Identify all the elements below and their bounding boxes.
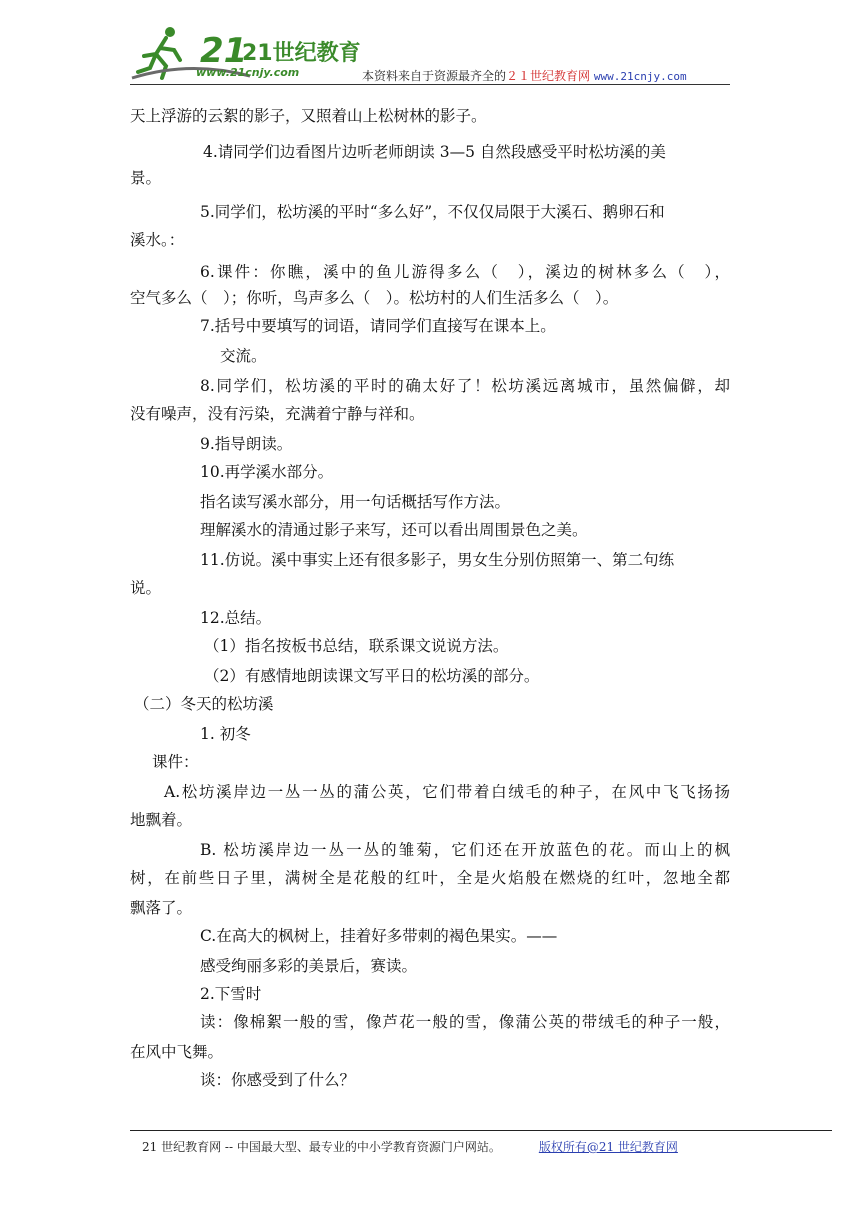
footer-divider bbox=[130, 1130, 832, 1131]
text-line: 9.指导朗读。 bbox=[200, 435, 293, 453]
header-note-url[interactable]: www.21cnjy.com bbox=[593, 70, 687, 83]
text-line: 读：像棉絮一般的雪，像芦花一般的雪，像蒲公英的带绒毛的种子一般， bbox=[200, 1013, 730, 1031]
text-line: 在风中飞舞。 bbox=[130, 1043, 224, 1061]
page-header bbox=[130, 20, 730, 88]
text-line: 课件： bbox=[152, 753, 199, 771]
text-line: 飘落了。 bbox=[130, 899, 193, 917]
text-line: 天上浮游的云絮的影子，又照着山上松树林的影子。 bbox=[130, 107, 487, 125]
logo-icon bbox=[130, 20, 361, 84]
text-line: 溪水。： bbox=[130, 231, 185, 249]
text-line: 说。 bbox=[130, 579, 162, 597]
text-line: 6.课件：你瞧，溪中的鱼儿游得多么（ ），溪边的树林多么（ ）， bbox=[200, 263, 730, 281]
header-divider bbox=[130, 84, 730, 85]
text-line: A.松坊溪岸边一丛一丛的蒲公英，它们带着白绒毛的种子，在风中飞飞扬扬 bbox=[164, 783, 730, 801]
header-note-prefix: 本资料来自于资源最齐全的 bbox=[362, 69, 507, 83]
text-line: 树，在前些日子里，满树全是花般的红叶，全是火焰般在燃烧的红叶，忽地全都 bbox=[130, 869, 730, 887]
footer-text: 21 世纪教育网 -- 中国最大型、最专业的中小学教育资源门户网站。 bbox=[142, 1140, 501, 1154]
text-line: 2.下雪时 bbox=[200, 985, 262, 1003]
text-line: 地飘着。 bbox=[130, 811, 193, 829]
text-line: 8.同学们，松坊溪的平时的确太好了！松坊溪远离城市，虽然偏僻，却 bbox=[200, 377, 730, 395]
text-line: C.在高大的枫树上，挂着好多带刺的褐色果实。—— bbox=[200, 927, 558, 945]
text-line: 感受绚丽多彩的美景后，赛读。 bbox=[200, 957, 418, 975]
svg-text:21: 21 bbox=[200, 31, 248, 71]
text-line: 空气多么（ ）；你听，鸟声多么（ ）。松坊村的人们生活多么（ ）。 bbox=[130, 289, 619, 307]
header-note bbox=[362, 67, 687, 84]
text-line: 10.再学溪水部分。 bbox=[200, 463, 334, 481]
text-line: 4.请同学们边看图片边听老师朗读 3—5 自然段感受平时松坊溪的美 bbox=[203, 143, 666, 161]
text-line: 没有噪声，没有污染，充满着宁静与祥和。 bbox=[130, 405, 425, 423]
text-line: 理解溪水的清通过影子来写，还可以看出周围景色之美。 bbox=[200, 521, 588, 539]
text-line: 11.仿说。溪中事实上还有很多影子，男女生分别仿照第一、第二句练 bbox=[200, 551, 675, 569]
page-footer bbox=[142, 1138, 678, 1155]
text-line: 指名读写溪水部分，用一句话概括写作方法。 bbox=[200, 493, 511, 511]
text-line: （2）有感情地朗读课文写平日的松坊溪的部分。 bbox=[204, 667, 540, 685]
svg-text:www.21cnjy.com: www.21cnjy.com bbox=[196, 66, 300, 79]
text-line: 12.总结。 bbox=[200, 609, 272, 627]
svg-text:21世纪教育: 21世纪教育 bbox=[242, 41, 361, 66]
text-line: 交流。 bbox=[220, 347, 267, 365]
text-line: 谈：你感受到了什么？ bbox=[200, 1071, 356, 1089]
text-line: 7.括号中要填写的词语，请同学们直接写在课本上。 bbox=[200, 317, 556, 335]
section-heading: （二）冬天的松坊溪 bbox=[134, 695, 274, 713]
header-note-brand: ２１世纪教育网 bbox=[506, 69, 591, 83]
text-line: 景。 bbox=[130, 169, 162, 187]
text-line: 1. 初冬 bbox=[200, 725, 251, 743]
text-line: （1）指名按板书总结，联系课文说说方法。 bbox=[204, 637, 509, 655]
text-line: B. 松坊溪岸边一丛一丛的雏菊，它们还在开放蓝色的花。而山上的枫 bbox=[200, 841, 730, 859]
footer-copyright-link[interactable]: 版权所有@21 世纪教育网 bbox=[538, 1140, 678, 1154]
text-line: 5.同学们，松坊溪的平时“多么好”，不仅仅局限于大溪石、鹅卵石和 bbox=[200, 203, 665, 221]
